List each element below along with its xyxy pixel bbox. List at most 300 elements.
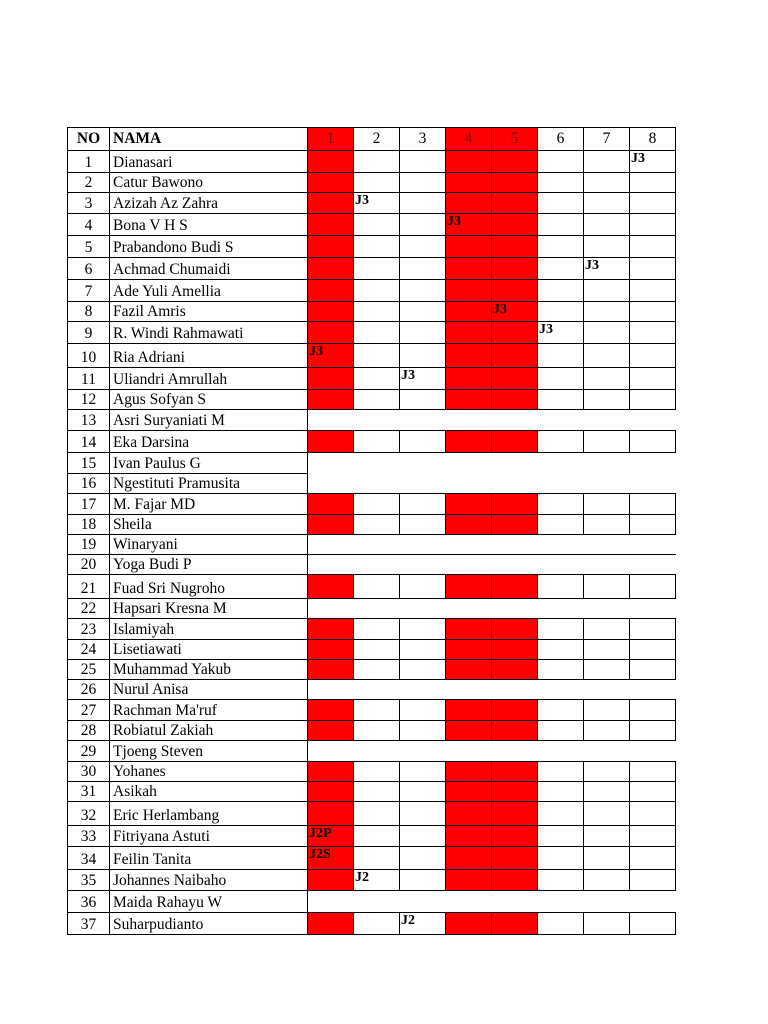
schedule-cell-day-5 bbox=[492, 494, 538, 515]
row-name: Ria Adriani bbox=[110, 344, 308, 368]
schedule-cell-day-5 bbox=[492, 280, 538, 302]
schedule-cell-day-3: J3 bbox=[400, 368, 446, 390]
schedule-cell-day-4 bbox=[446, 721, 492, 741]
schedule-cell-day-7 bbox=[584, 847, 630, 870]
row-name: Fitriyana Astuti bbox=[110, 826, 308, 847]
schedule-cell-day-1 bbox=[308, 431, 354, 453]
schedule-cell-day-6 bbox=[538, 236, 584, 258]
header-day-4: 4 bbox=[446, 128, 492, 151]
table-body bbox=[68, 151, 676, 935]
schedule-cell-day-5 bbox=[492, 322, 538, 344]
schedule-cell-day-2 bbox=[354, 258, 400, 280]
table-row bbox=[68, 453, 676, 474]
schedule-cell-day-2 bbox=[354, 151, 400, 173]
schedule-cell-day-4 bbox=[446, 700, 492, 721]
row-number: 14 bbox=[68, 431, 110, 453]
schedule-cell-day-5 bbox=[492, 575, 538, 599]
schedule-cell-day-1 bbox=[308, 575, 354, 599]
schedule-cell-day-1 bbox=[308, 258, 354, 280]
schedule-cell-day-2 bbox=[354, 913, 400, 935]
table-row bbox=[68, 826, 676, 847]
schedule-cell-day-8 bbox=[630, 847, 676, 870]
schedule-cell-day-5 bbox=[492, 431, 538, 453]
schedule-cell-day-3 bbox=[400, 762, 446, 782]
schedule-cell-day-3 bbox=[400, 782, 446, 802]
schedule-cell-day-4 bbox=[446, 913, 492, 935]
table-row bbox=[68, 891, 676, 913]
schedule-cell-day-3: J2 bbox=[400, 913, 446, 935]
schedule-cell-day-2 bbox=[354, 173, 400, 193]
row-name: Hapsari Kresna M bbox=[110, 599, 308, 619]
schedule-cell-day-5 bbox=[492, 762, 538, 782]
schedule-table bbox=[67, 127, 676, 935]
table-row bbox=[68, 173, 676, 193]
table-row bbox=[68, 680, 676, 700]
row-name: Sheila bbox=[110, 515, 308, 535]
schedule-cell-day-3 bbox=[400, 280, 446, 302]
table-row bbox=[68, 410, 676, 431]
schedule-cell-day-8 bbox=[630, 619, 676, 640]
row-name: Ngestituti Pramusita bbox=[110, 474, 308, 494]
schedule-cell-day-4 bbox=[446, 515, 492, 535]
schedule-cell-day-1 bbox=[308, 619, 354, 640]
row-name: Eric Herlambang bbox=[110, 802, 308, 826]
schedule-cell-day-2 bbox=[354, 390, 400, 410]
table-row bbox=[68, 344, 676, 368]
schedule-cell-day-4 bbox=[446, 280, 492, 302]
table-row bbox=[68, 515, 676, 535]
schedule-cell-day-7 bbox=[584, 515, 630, 535]
schedule-cell-day-8 bbox=[630, 280, 676, 302]
schedule-cell-day-6 bbox=[538, 193, 584, 214]
schedule-cell-day-8 bbox=[630, 575, 676, 599]
table-row bbox=[68, 302, 676, 322]
schedule-cell-day-2 bbox=[354, 847, 400, 870]
schedule-cell-day-2 bbox=[354, 236, 400, 258]
table-row bbox=[68, 575, 676, 599]
row-number: 29 bbox=[68, 741, 110, 762]
row-number: 35 bbox=[68, 870, 110, 891]
schedule-cell-day-4 bbox=[446, 344, 492, 368]
schedule-cell-day-1 bbox=[308, 322, 354, 344]
header-day-8: 8 bbox=[630, 128, 676, 151]
schedule-cell-day-2 bbox=[354, 280, 400, 302]
schedule-cell-day-3 bbox=[400, 236, 446, 258]
schedule-cell-day-6 bbox=[538, 151, 584, 173]
table-row bbox=[68, 555, 676, 575]
schedule-cell-day-5 bbox=[492, 236, 538, 258]
schedule-cell-day-5 bbox=[492, 826, 538, 847]
header-day-1: 1 bbox=[308, 128, 354, 151]
schedule-cell-day-8 bbox=[630, 258, 676, 280]
empty-schedule-span bbox=[308, 741, 676, 762]
schedule-cell-day-2 bbox=[354, 214, 400, 236]
row-name: Suharpudianto bbox=[110, 913, 308, 935]
empty-schedule-span bbox=[308, 453, 676, 474]
schedule-cell-day-1 bbox=[308, 173, 354, 193]
row-name: M. Fajar MD bbox=[110, 494, 308, 515]
schedule-cell-day-2 bbox=[354, 826, 400, 847]
table-row bbox=[68, 214, 676, 236]
schedule-cell-day-3 bbox=[400, 802, 446, 826]
schedule-cell-day-8 bbox=[630, 802, 676, 826]
row-number: 33 bbox=[68, 826, 110, 847]
schedule-cell-day-8 bbox=[630, 390, 676, 410]
row-name: Fazil Amris bbox=[110, 302, 308, 322]
schedule-cell-day-7 bbox=[584, 280, 630, 302]
row-name: Prabandono Budi S bbox=[110, 236, 308, 258]
schedule-cell-day-8 bbox=[630, 322, 676, 344]
row-number: 18 bbox=[68, 515, 110, 535]
schedule-cell-day-8: J3 bbox=[630, 151, 676, 173]
schedule-cell-day-8 bbox=[630, 640, 676, 660]
table-row bbox=[68, 870, 676, 891]
schedule-cell-day-1 bbox=[308, 640, 354, 660]
schedule-cell-day-8 bbox=[630, 700, 676, 721]
schedule-cell-day-4 bbox=[446, 847, 492, 870]
table-row bbox=[68, 494, 676, 515]
row-name: Yohanes bbox=[110, 762, 308, 782]
schedule-cell-day-1 bbox=[308, 494, 354, 515]
schedule-cell-day-8 bbox=[630, 913, 676, 935]
schedule-cell-day-5 bbox=[492, 258, 538, 280]
schedule-cell-day-6 bbox=[538, 762, 584, 782]
schedule-cell-day-5: J3 bbox=[492, 302, 538, 322]
schedule-cell-day-7 bbox=[584, 173, 630, 193]
table-row bbox=[68, 700, 676, 721]
schedule-cell-day-3 bbox=[400, 173, 446, 193]
header-day-5: 5 bbox=[492, 128, 538, 151]
schedule-cell-day-7 bbox=[584, 431, 630, 453]
schedule-cell-day-6 bbox=[538, 700, 584, 721]
schedule-cell-day-2 bbox=[354, 575, 400, 599]
schedule-cell-day-4 bbox=[446, 619, 492, 640]
row-number: 37 bbox=[68, 913, 110, 935]
schedule-cell-day-4 bbox=[446, 151, 492, 173]
schedule-cell-day-2 bbox=[354, 619, 400, 640]
row-number: 9 bbox=[68, 322, 110, 344]
schedule-cell-day-5 bbox=[492, 870, 538, 891]
schedule-cell-day-1 bbox=[308, 870, 354, 891]
schedule-cell-day-1: J2P bbox=[308, 826, 354, 847]
row-number: 4 bbox=[68, 214, 110, 236]
header-row bbox=[68, 128, 676, 151]
row-number: 21 bbox=[68, 575, 110, 599]
row-number: 13 bbox=[68, 410, 110, 431]
table-row bbox=[68, 660, 676, 680]
schedule-cell-day-7 bbox=[584, 700, 630, 721]
row-name: Feilin Tanita bbox=[110, 847, 308, 870]
header-day-7: 7 bbox=[584, 128, 630, 151]
schedule-cell-day-6 bbox=[538, 619, 584, 640]
schedule-cell-day-2 bbox=[354, 494, 400, 515]
schedule-cell-day-7 bbox=[584, 619, 630, 640]
schedule-cell-day-4 bbox=[446, 575, 492, 599]
schedule-cell-day-1 bbox=[308, 913, 354, 935]
schedule-cell-day-2 bbox=[354, 721, 400, 741]
schedule-cell-day-4 bbox=[446, 826, 492, 847]
schedule-cell-day-8 bbox=[630, 826, 676, 847]
schedule-cell-day-3 bbox=[400, 193, 446, 214]
schedule-cell-day-2 bbox=[354, 344, 400, 368]
row-name: Maida Rahayu W bbox=[110, 891, 308, 913]
row-name: Islamiyah bbox=[110, 619, 308, 640]
schedule-cell-day-5 bbox=[492, 913, 538, 935]
schedule-cell-day-5 bbox=[492, 193, 538, 214]
row-name: Nurul Anisa bbox=[110, 680, 308, 700]
row-name: Bona V H S bbox=[110, 214, 308, 236]
schedule-cell-day-7 bbox=[584, 640, 630, 660]
schedule-cell-day-7 bbox=[584, 660, 630, 680]
table-header bbox=[68, 128, 676, 151]
schedule-cell-day-8 bbox=[630, 344, 676, 368]
row-name: Achmad Chumaidi bbox=[110, 258, 308, 280]
row-number: 30 bbox=[68, 762, 110, 782]
row-name: Catur Bawono bbox=[110, 173, 308, 193]
schedule-cell-day-6 bbox=[538, 344, 584, 368]
schedule-cell-day-4 bbox=[446, 302, 492, 322]
schedule-cell-day-4 bbox=[446, 236, 492, 258]
schedule-cell-day-7 bbox=[584, 721, 630, 741]
table-row bbox=[68, 640, 676, 660]
schedule-cell-day-8 bbox=[630, 782, 676, 802]
schedule-cell-day-3 bbox=[400, 700, 446, 721]
schedule-cell-day-6 bbox=[538, 575, 584, 599]
header-day-6: 6 bbox=[538, 128, 584, 151]
schedule-cell-day-4 bbox=[446, 322, 492, 344]
schedule-cell-day-3 bbox=[400, 640, 446, 660]
schedule-cell-day-8 bbox=[630, 236, 676, 258]
header-day-3: 3 bbox=[400, 128, 446, 151]
schedule-cell-day-2: J3 bbox=[354, 193, 400, 214]
row-number: 32 bbox=[68, 802, 110, 826]
schedule-cell-day-1 bbox=[308, 515, 354, 535]
schedule-cell-day-8 bbox=[630, 515, 676, 535]
row-name: Uliandri Amrullah bbox=[110, 368, 308, 390]
schedule-cell-day-1 bbox=[308, 390, 354, 410]
schedule-cell-day-7 bbox=[584, 913, 630, 935]
schedule-cell-day-3 bbox=[400, 660, 446, 680]
row-name: Asri Suryaniati M bbox=[110, 410, 308, 431]
schedule-cell-day-7 bbox=[584, 368, 630, 390]
schedule-cell-day-2: J2 bbox=[354, 870, 400, 891]
row-number: 25 bbox=[68, 660, 110, 680]
table-row bbox=[68, 151, 676, 173]
row-number: 7 bbox=[68, 280, 110, 302]
schedule-cell-day-3 bbox=[400, 214, 446, 236]
schedule-cell-day-1 bbox=[308, 214, 354, 236]
schedule-cell-day-8 bbox=[630, 193, 676, 214]
schedule-cell-day-3 bbox=[400, 390, 446, 410]
row-name: Azizah Az Zahra bbox=[110, 193, 308, 214]
row-number: 10 bbox=[68, 344, 110, 368]
row-number: 23 bbox=[68, 619, 110, 640]
schedule-cell-day-4 bbox=[446, 258, 492, 280]
schedule-cell-day-1: J2S bbox=[308, 847, 354, 870]
schedule-cell-day-5 bbox=[492, 151, 538, 173]
schedule-cell-day-5 bbox=[492, 700, 538, 721]
schedule-cell-day-3 bbox=[400, 575, 446, 599]
schedule-cell-day-5 bbox=[492, 619, 538, 640]
row-name: Lisetiawati bbox=[110, 640, 308, 660]
schedule-cell-day-7 bbox=[584, 826, 630, 847]
schedule-cell-day-6 bbox=[538, 870, 584, 891]
schedule-cell-day-6 bbox=[538, 515, 584, 535]
row-number: 22 bbox=[68, 599, 110, 619]
schedule-cell-day-1 bbox=[308, 193, 354, 214]
row-name: Dianasari bbox=[110, 151, 308, 173]
schedule-cell-day-1 bbox=[308, 700, 354, 721]
schedule-cell-day-1 bbox=[308, 151, 354, 173]
row-name: Winaryani bbox=[110, 535, 308, 555]
schedule-cell-day-7 bbox=[584, 302, 630, 322]
table-row bbox=[68, 431, 676, 453]
row-number: 36 bbox=[68, 891, 110, 913]
table-row bbox=[68, 193, 676, 214]
table-row bbox=[68, 236, 676, 258]
row-name: Johannes Naibaho bbox=[110, 870, 308, 891]
row-number: 34 bbox=[68, 847, 110, 870]
empty-schedule-span bbox=[308, 599, 676, 619]
schedule-cell-day-4 bbox=[446, 494, 492, 515]
schedule-cell-day-6 bbox=[538, 280, 584, 302]
row-number: 27 bbox=[68, 700, 110, 721]
schedule-cell-day-3 bbox=[400, 344, 446, 368]
schedule-cell-day-7 bbox=[584, 193, 630, 214]
schedule-cell-day-4 bbox=[446, 802, 492, 826]
schedule-cell-day-8 bbox=[630, 302, 676, 322]
schedule-cell-day-7: J3 bbox=[584, 258, 630, 280]
schedule-cell-day-5 bbox=[492, 173, 538, 193]
schedule-cell-day-4 bbox=[446, 762, 492, 782]
schedule-cell-day-8 bbox=[630, 660, 676, 680]
row-number: 31 bbox=[68, 782, 110, 802]
schedule-cell-day-5 bbox=[492, 344, 538, 368]
schedule-cell-day-4 bbox=[446, 368, 492, 390]
schedule-cell-day-3 bbox=[400, 258, 446, 280]
row-name: Eka Darsina bbox=[110, 431, 308, 453]
table-row bbox=[68, 258, 676, 280]
header-nama: NAMA bbox=[110, 128, 308, 151]
schedule-cell-day-2 bbox=[354, 431, 400, 453]
table-row bbox=[68, 847, 676, 870]
row-name: Agus Sofyan S bbox=[110, 390, 308, 410]
schedule-cell-day-3 bbox=[400, 431, 446, 453]
schedule-cell-day-6 bbox=[538, 640, 584, 660]
schedule-cell-day-4 bbox=[446, 782, 492, 802]
schedule-cell-day-8 bbox=[630, 431, 676, 453]
schedule-cell-day-6 bbox=[538, 431, 584, 453]
schedule-cell-day-1: J3 bbox=[308, 344, 354, 368]
schedule-cell-day-5 bbox=[492, 640, 538, 660]
row-number: 24 bbox=[68, 640, 110, 660]
schedule-cell-day-2 bbox=[354, 782, 400, 802]
schedule-cell-day-1 bbox=[308, 368, 354, 390]
schedule-cell-day-7 bbox=[584, 575, 630, 599]
schedule-cell-day-4 bbox=[446, 640, 492, 660]
schedule-cell-day-6 bbox=[538, 721, 584, 741]
table-row bbox=[68, 599, 676, 619]
schedule-cell-day-6 bbox=[538, 847, 584, 870]
schedule-cell-day-2 bbox=[354, 802, 400, 826]
schedule-cell-day-3 bbox=[400, 826, 446, 847]
schedule-cell-day-1 bbox=[308, 762, 354, 782]
schedule-cell-day-4 bbox=[446, 431, 492, 453]
table-row bbox=[68, 782, 676, 802]
table-row bbox=[68, 368, 676, 390]
row-number: 19 bbox=[68, 535, 110, 555]
schedule-cell-day-2 bbox=[354, 640, 400, 660]
schedule-cell-day-8 bbox=[630, 762, 676, 782]
empty-schedule-span bbox=[308, 891, 676, 913]
schedule-cell-day-8 bbox=[630, 870, 676, 891]
schedule-cell-day-3 bbox=[400, 302, 446, 322]
schedule-cell-day-5 bbox=[492, 515, 538, 535]
schedule-cell-day-1 bbox=[308, 802, 354, 826]
schedule-cell-day-7 bbox=[584, 802, 630, 826]
schedule-cell-day-7 bbox=[584, 236, 630, 258]
schedule-cell-day-3 bbox=[400, 847, 446, 870]
row-number: 5 bbox=[68, 236, 110, 258]
table-row bbox=[68, 741, 676, 762]
table-row bbox=[68, 619, 676, 640]
table-row bbox=[68, 280, 676, 302]
table-row bbox=[68, 390, 676, 410]
empty-schedule-span bbox=[308, 680, 676, 700]
schedule-cell-day-4 bbox=[446, 870, 492, 891]
schedule-cell-day-4 bbox=[446, 660, 492, 680]
schedule-cell-day-6 bbox=[538, 368, 584, 390]
schedule-cell-day-6: J3 bbox=[538, 322, 584, 344]
row-number: 17 bbox=[68, 494, 110, 515]
table-row bbox=[68, 721, 676, 741]
table-row bbox=[68, 913, 676, 935]
row-number: 1 bbox=[68, 151, 110, 173]
row-number: 26 bbox=[68, 680, 110, 700]
row-number: 20 bbox=[68, 555, 110, 575]
schedule-cell-day-8 bbox=[630, 368, 676, 390]
schedule-cell-day-1 bbox=[308, 782, 354, 802]
schedule-cell-day-4: J3 bbox=[446, 214, 492, 236]
row-name: Muhammad Yakub bbox=[110, 660, 308, 680]
schedule-cell-day-4 bbox=[446, 390, 492, 410]
row-number: 12 bbox=[68, 390, 110, 410]
schedule-cell-day-6 bbox=[538, 494, 584, 515]
schedule-cell-day-6 bbox=[538, 782, 584, 802]
schedule-cell-day-4 bbox=[446, 193, 492, 214]
schedule-cell-day-6 bbox=[538, 258, 584, 280]
schedule-cell-day-5 bbox=[492, 847, 538, 870]
schedule-cell-day-5 bbox=[492, 802, 538, 826]
schedule-cell-day-3 bbox=[400, 870, 446, 891]
schedule-cell-day-8 bbox=[630, 494, 676, 515]
schedule-cell-day-7 bbox=[584, 214, 630, 236]
schedule-cell-day-6 bbox=[538, 173, 584, 193]
row-number: 16 bbox=[68, 474, 110, 494]
schedule-cell-day-3 bbox=[400, 619, 446, 640]
schedule-cell-day-3 bbox=[400, 151, 446, 173]
schedule-cell-day-1 bbox=[308, 280, 354, 302]
row-number: 11 bbox=[68, 368, 110, 390]
schedule-cell-day-2 bbox=[354, 322, 400, 344]
schedule-cell-day-7 bbox=[584, 782, 630, 802]
schedule-cell-day-1 bbox=[308, 236, 354, 258]
row-name: Robiatul Zakiah bbox=[110, 721, 308, 741]
schedule-cell-day-2 bbox=[354, 302, 400, 322]
row-name: Tjoeng Steven bbox=[110, 741, 308, 762]
schedule-cell-day-2 bbox=[354, 660, 400, 680]
row-number: 2 bbox=[68, 173, 110, 193]
